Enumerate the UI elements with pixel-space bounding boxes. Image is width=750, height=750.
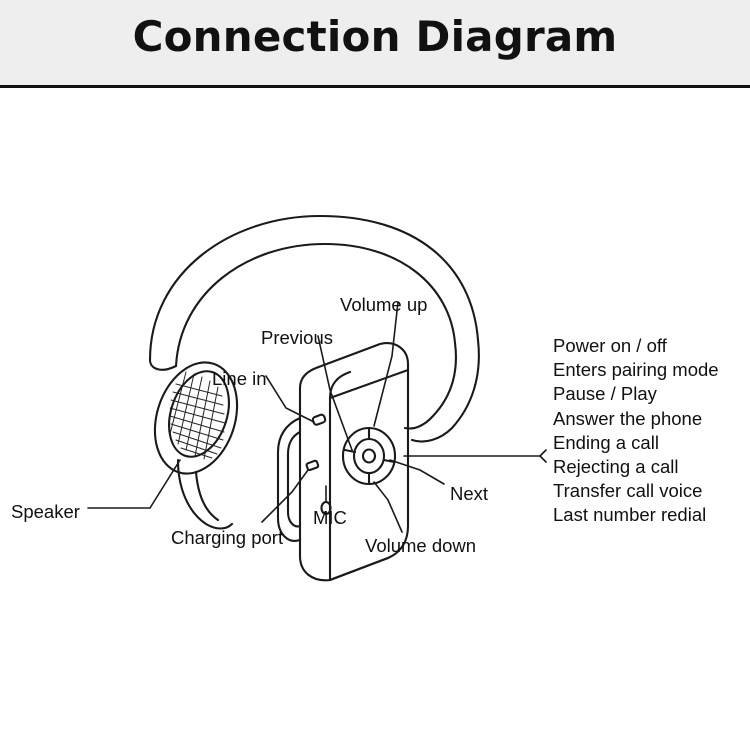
callout-mic: MIC xyxy=(313,507,347,528)
function-list xyxy=(553,334,719,528)
right-earcup-top-seam xyxy=(330,370,408,398)
leader-volume-up xyxy=(374,302,398,426)
callout-volume-up: Volume up xyxy=(340,294,428,315)
callout-charging-port: Charging port xyxy=(171,527,284,548)
center-button xyxy=(363,450,375,463)
function-item-answer: Answer the phone xyxy=(553,407,703,429)
leader-speaker xyxy=(88,460,180,508)
header-band xyxy=(0,0,750,88)
leader-next xyxy=(390,460,444,484)
function-item-redial: Last number redial xyxy=(553,504,707,526)
leader-volume-down xyxy=(374,482,402,532)
leader-line-in xyxy=(266,376,314,422)
callout-speaker: Speaker xyxy=(11,501,80,522)
headband-right-lower-inner xyxy=(405,343,456,429)
function-item-pairing: Enters pairing mode xyxy=(553,359,719,381)
callout-next: Next xyxy=(450,483,489,504)
function-item-end-call: Ending a call xyxy=(553,431,659,453)
callout-volume-down: Volume down xyxy=(365,535,477,556)
right-earcup-face-edge xyxy=(330,372,350,580)
leader-function-arrow xyxy=(540,450,546,462)
control-cluster-inner xyxy=(354,439,384,473)
page-title: Connection Diagram xyxy=(132,12,618,61)
charging-port-socket xyxy=(306,460,319,470)
function-item-pause-play: Pause / Play xyxy=(553,383,657,405)
right-earcup-cushion-inner xyxy=(288,432,300,526)
callout-line-in: Line in xyxy=(212,368,267,389)
left-earcup-arm xyxy=(178,460,232,529)
line-in-socket xyxy=(312,414,326,426)
left-earcup-arm-inner xyxy=(196,472,218,520)
previous-divider xyxy=(345,450,355,452)
headband-left-cap xyxy=(150,360,176,370)
function-item-transfer-voice: Transfer call voice xyxy=(553,480,703,502)
diagram-stage xyxy=(0,88,750,750)
leader-charging-port xyxy=(262,470,308,522)
function-item-reject-call: Rejecting a call xyxy=(553,456,679,478)
right-earcup-bottom-seam xyxy=(330,558,388,580)
function-item-power: Power on / off xyxy=(553,335,667,356)
callout-previous: Previous xyxy=(261,327,333,348)
